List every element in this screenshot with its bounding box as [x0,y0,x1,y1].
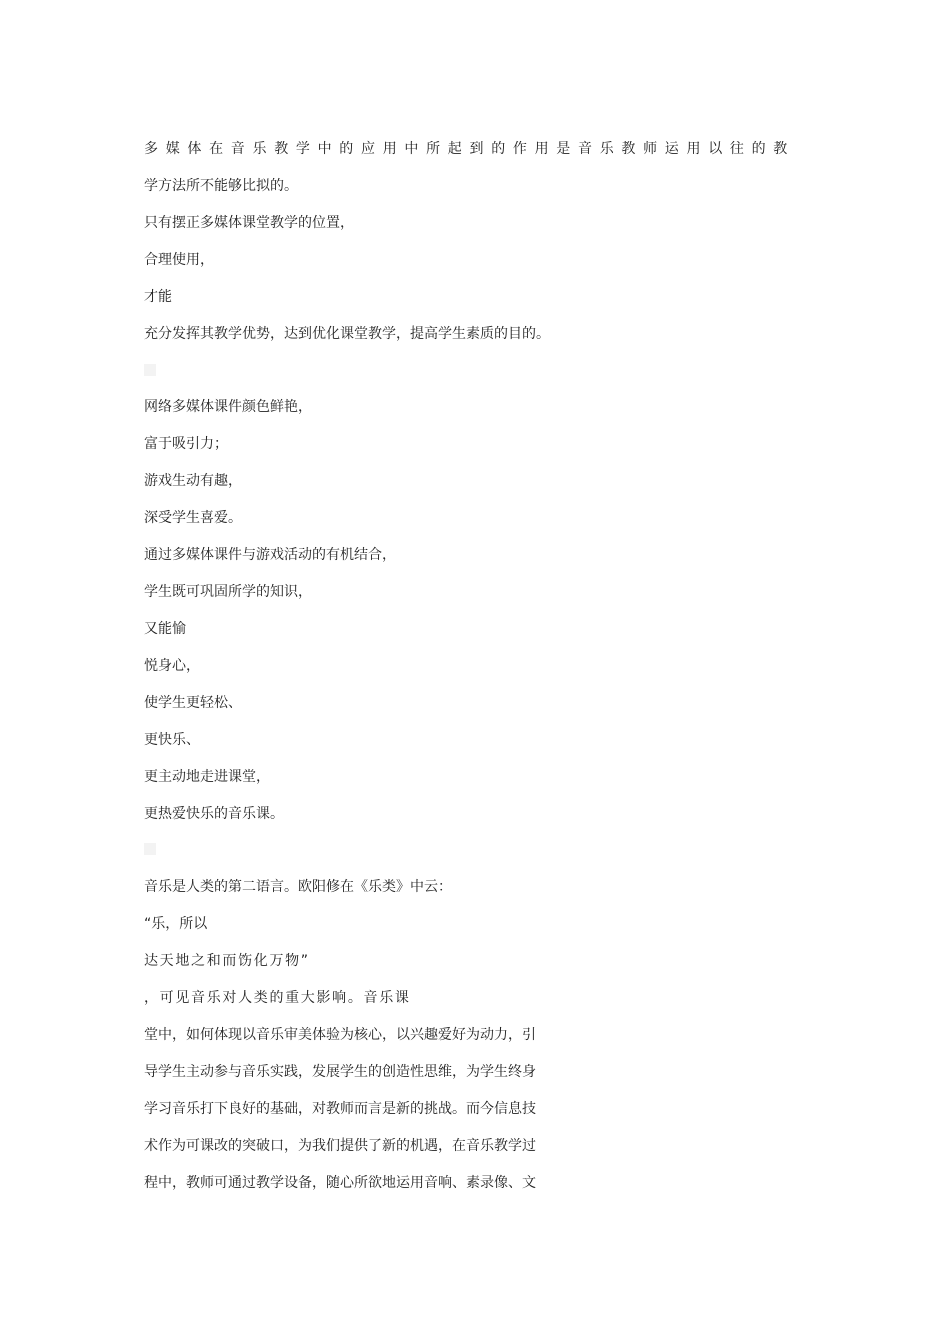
paragraph-line: 悦身心， [144,658,200,674]
paragraph-line: 只有摆正多媒体课堂教学的位置， [144,215,354,231]
blank-line-marker [144,364,156,376]
paragraph-line: 学生既可巩固所学的知识， [144,584,312,600]
paragraph-line: 又能愉 [144,621,186,637]
blank-line-marker [144,843,156,855]
paragraph-line: 更热爱快乐的音乐课。 [144,806,284,822]
paragraph-line: 学习音乐打下良好的基础，对教师而言是新的挑战。而今信息技 [144,1101,536,1117]
paragraph-line: 导学生主动参与音乐实践，发展学生的创造性思维，为学生终身 [144,1064,536,1080]
paragraph-line: 才能 [144,289,172,305]
paragraph-line: 达天地之和而饬化万物” [144,953,310,969]
paragraph-line: 多媒体在音乐教学中的应用中所起到的作用是音乐教师运用以往的教 [144,141,795,157]
paragraph-line: 程中，教师可通过教学设备，随心所欲地运用音响、素录像、文 [144,1175,536,1191]
paragraph-line: 游戏生动有趣， [144,473,242,489]
paragraph-line: 学方法所不能够比拟的。 [144,178,298,194]
paragraph-line: “乐，所以 [144,916,208,932]
paragraph-line: 更主动地走进课堂， [144,769,270,785]
paragraph-line: 使学生更轻松、 [144,695,242,711]
paragraph-line: ，可见音乐对人类的重大影响。音乐课 [144,990,411,1006]
paragraph-line: 通过多媒体课件与游戏活动的有机结合， [144,547,396,563]
paragraph-line: 充分发挥其教学优势，达到优化课堂教学，提高学生素质的目的。 [144,326,550,342]
paragraph-line: 富于吸引力； [144,436,228,452]
paragraph-line: 合理使用， [144,252,214,268]
paragraph-line: 网络多媒体课件颜色鲜艳， [144,399,312,415]
paragraph-line: 音乐是人类的第二语言。欧阳修在《乐类》中云： [144,879,452,895]
paragraph-line: 术作为可课改的突破口，为我们提供了新的机遇，在音乐教学过 [144,1138,536,1154]
paragraph-line: 堂中，如何体现以音乐审美体验为核心，以兴趣爱好为动力，引 [144,1027,536,1043]
paragraph-line: 更快乐、 [144,732,200,748]
paragraph-line: 深受学生喜爱。 [144,510,242,526]
